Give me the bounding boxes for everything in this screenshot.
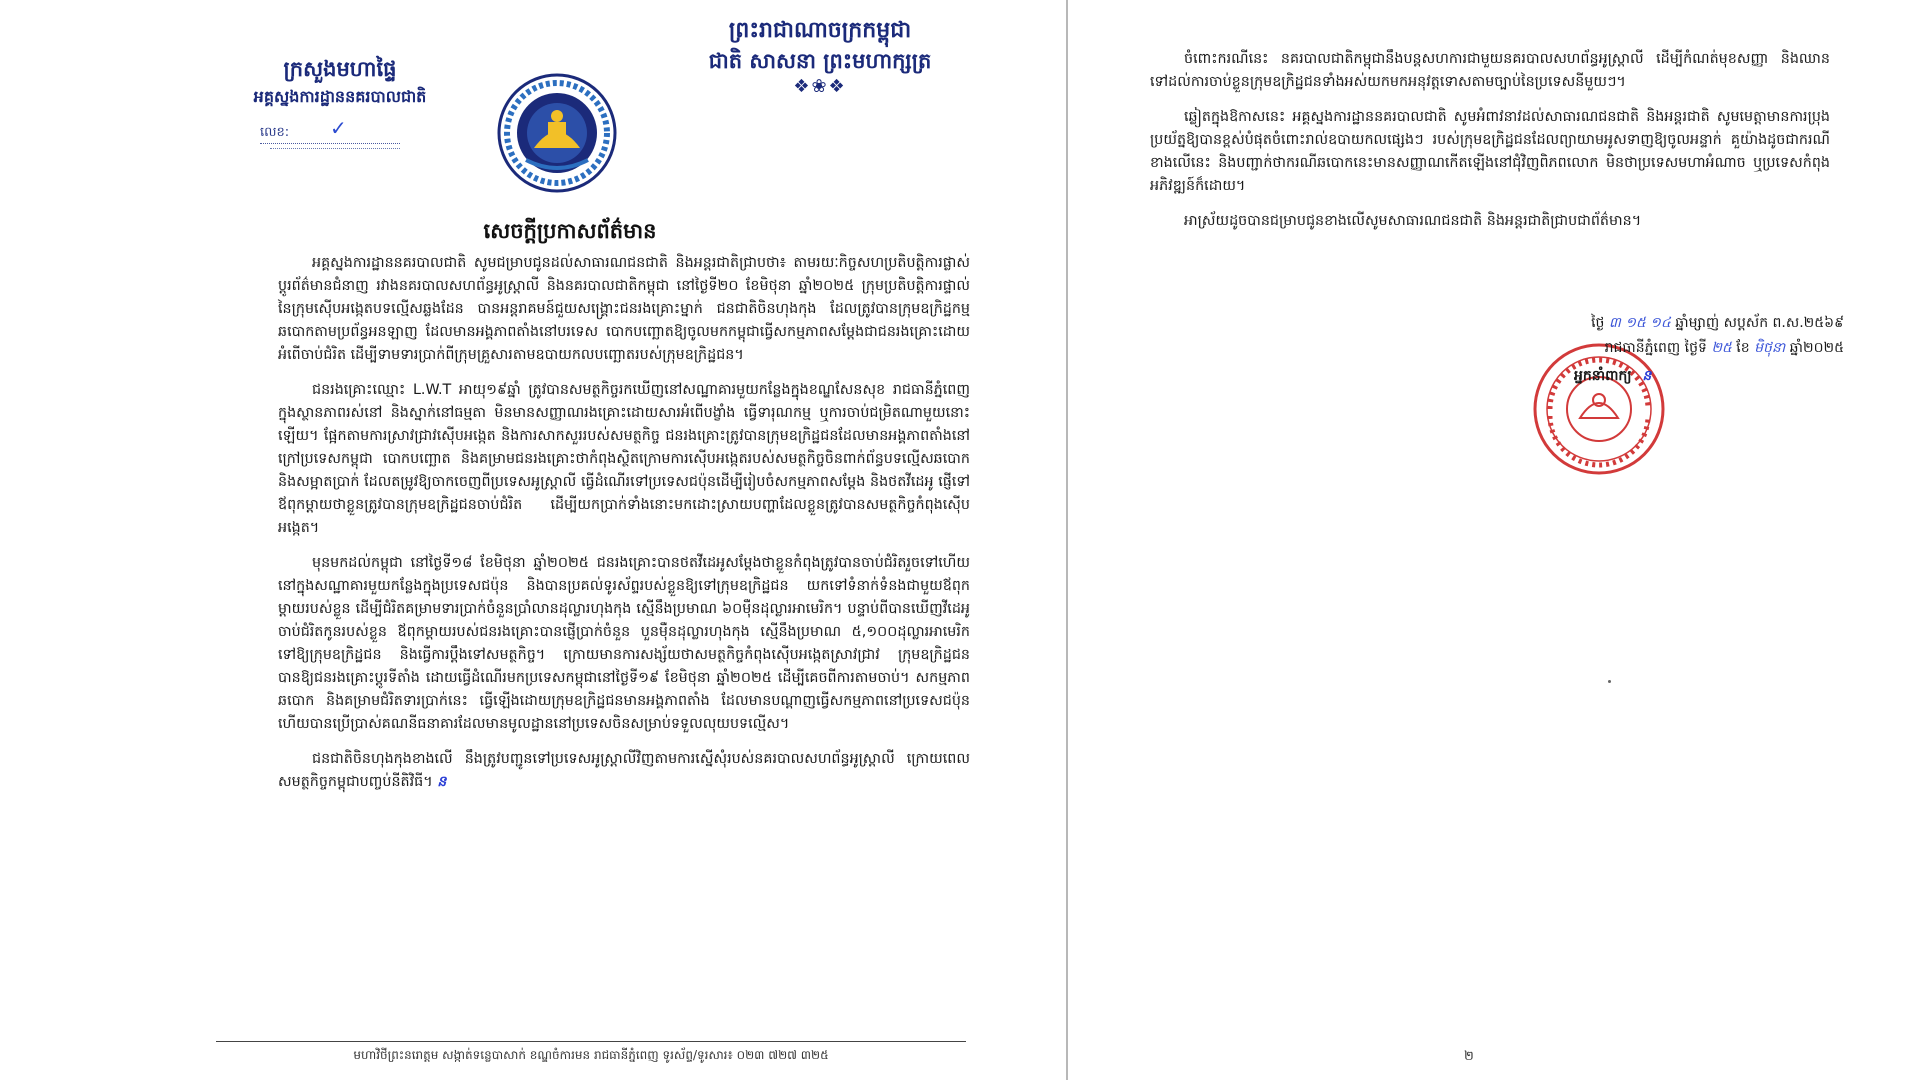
reference-label: លេខ: xyxy=(260,125,290,140)
police-emblem-logo xyxy=(496,72,618,194)
ornament-divider: ❖❀❖ xyxy=(793,76,847,97)
solar-date xyxy=(1384,338,1844,359)
national-motto: ជាតិ សាសនា ព្រះមហាក្សត្រ xyxy=(708,49,932,73)
paragraph-cooperation: ចំពោះករណីនេះ នគរបាលជាតិកម្ពុជានឹងបន្តសហការជាមួយនគរបាលសហព័ន្ធអូស្ត្រាលី ដើម្បីកំណត់មុខសញ្ញា និងឈានទៅដល់ការចាប់ខ្លួនក្រុមឧក្រិដ្ឋជនទាំងអស់យកមកអនុវត្តទោសតាមច្បាប់នៃប្រទេសនីមួយៗ។ xyxy=(1150,51,1830,90)
paragraph-appeal: ឆ្លៀតក្នុងឱកាសនេះ អគ្គស្នងការដ្ឋាននគរបាលជាតិ សូមអំពាវនាវដល់សាធារណជនជាតិ និងអន្តរជាតិ សូមមេត្តាមានការប្រុងប្រយ័ត្នឱ្យបានខ្ពស់បំផុតចំពោះរាល់ឧបាយកលផ្សេងៗ របស់ក្រុមឧក្រិដ្ឋជនដែលព្យាយាមអូសទាញឱ្យចូលអន្ទាក់ គួយ៉ាងដូចជាករណីខាងលើនេះ និងបញ្ជាក់ថាករណីឆបោកនេះមានសញ្ញាណកើតឡើងនៅជុំវិញពិភពលោក មិនថាប្រទេសមហាអំណាច ឬប្រទេសកំពុងអភិវឌ្ឍន៍ក៏ដោយ។ xyxy=(1150,109,1830,194)
lunar-date xyxy=(1384,313,1844,334)
lunar-date-handwritten: ៣ ១៥ ១៤ xyxy=(1608,315,1671,331)
ministry-header xyxy=(230,54,450,110)
ministry-name: ក្រសួងមហាផ្ទៃ xyxy=(283,57,397,81)
reference-underline xyxy=(270,148,400,149)
solar-date-year: ឆ្នាំ២០២៥ xyxy=(1789,340,1844,356)
page-1 xyxy=(170,0,1070,1080)
paragraph-closing-text: ជនជាតិចិនហុងកុងខាងលើ នឹងត្រូវបញ្ជូនទៅប្រទេសអូស្ត្រាលីវិញតាមការស្នើសុំរបស់នគរបាលសហព័ន្ធអូស្ត្រាលី ក្រោយពេលសមត្ថកិច្ចកម្ពុជាបញ្ចប់នីតិវិធី។ xyxy=(278,751,970,790)
signature-mark: ន xyxy=(1642,368,1652,384)
solar-date-month-label: ខែ xyxy=(1736,340,1750,356)
official-seal-stamp xyxy=(1530,340,1668,478)
reference-number xyxy=(260,116,400,144)
lunar-date-suffix: ឆ្នាំម្សាញ់ សប្តស័ក ព.ស.២៥៦៩ xyxy=(1675,315,1844,331)
stray-dot xyxy=(1608,680,1611,683)
spokesperson-signature xyxy=(1574,366,1834,387)
paragraph-victim: ជនរងគ្រោះឈ្មោះ L.W.T អាយុ១៩ឆ្នាំ ត្រូវបានសមត្ថកិច្ចរកឃើញនៅសណ្ឋាគារមួយកន្លែងក្នុងខណ្ឌសែនសុខ រាជធានីភ្នំពេញ ក្នុងស្ថានភាពរស់នៅ និងស្នាក់នៅធម្មតា មិនមានសញ្ញាណរងគ្រោះដោយសារអំពើបង្ខាំង ធ្វើទារុណកម្ម ឬការចាប់ជម្រិតណាមួយនោះឡើយ។ ផ្អែកតាមការស្រាវជ្រាវស៊ើបអង្កេត និងការសាកសួររបស់សមត្ថកិច្ច ជនរងគ្រោះត្រូវបានក្រុមឧក្រិដ្ឋជនដែលមានអង្គភាពតាំងនៅក្រៅប្រទេសកម្ពុជា បោកបញ្ឆោត និងគម្រាមជនរងគ្រោះថាកំពុងស្ថិតក្រោមការស៊ើបអង្កេតរបស់សមត្ថកិច្ចចិនពាក់ព័ន្ធបទល្មើសឆបោក និងសម្អាតប្រាក់ ដែលតម្រូវឱ្យចាកចេញពីប្រទេសអូស្ត្រាលី ធ្វើដំណើរទៅប្រទេសជប៉ុនដើម្បីរៀបចំសកម្មភាពសម្តែង និងថតវីដេអូ ផ្ញើទៅឪពុកម្តាយថាខ្លួនត្រូវបានក្រុមឧក្រិដ្ឋជនចាប់ជំរិត ដើម្បីយកប្រាក់ទាំងនោះមកដោះស្រាយបញ្ហាដែលខ្លួនត្រូវបានសមត្ថកិច្ចកំពុងស៊ើបអង្កេត។ xyxy=(278,382,970,536)
page1-body xyxy=(278,252,970,806)
solar-date-day: ២៥ xyxy=(1711,340,1732,356)
signer-title: អ្នកនាំពាក្យ xyxy=(1574,368,1632,384)
department-name: អគ្គស្នងការដ្ឋាននគរបាលជាតិ xyxy=(253,87,427,106)
footer-divider xyxy=(216,1041,966,1042)
paragraph-details: មុនមកដល់កម្ពុជា នៅថ្ងៃទី១៨ ខែមិថុនា ឆ្នាំ២០២៥ ជនរងគ្រោះបានថតវីដេអូសម្តែងថាខ្លួនកំពុងត្រូវបានចាប់ជំរិតរួចទៅហើយ នៅក្នុងសណ្ឋាគារមួយកន្លែងក្នុងប្រទេសជប៉ុន និងបានប្រគល់ទូរស័ព្ទរបស់ខ្លួនឱ្យទៅក្រុមឧក្រិដ្ឋជន យកទៅទំនាក់ទំនងជាមួយឪពុកម្តាយរបស់ខ្លួន ដើម្បីជំរិតគម្រាមទារប្រាក់ចំនួនប្រាំលានដុល្លារហុងកុង ស្មើនឹងប្រមាណ ៦០ម៉ឺនដុល្លារអាមេរិក។ បន្ទាប់ពីបានឃើញវីដេអូចាប់ជំរិតកូនរបស់ខ្លួន ឪពុកម្តាយរបស់ជនរងគ្រោះបានផ្ញើប្រាក់ចំនួន បួនម៉ឺនដុល្លារហុងកុង ស្មើនឹងប្រមាណ ៥,១០០ដុល្លារអាមេរិក ទៅឱ្យក្រុមឧក្រិដ្ឋជន និងធ្វើការប្តឹងទៅសមត្ថកិច្ច។ ក្រោយមានការសង្ស័យថាសមត្ថកិច្ចកំពុងស៊ើបអង្កេតស្រាវជ្រាវ ក្រុមឧក្រិដ្ឋជនបានឱ្យជនរងគ្រោះប្តូរទីតាំង ដោយធ្វើដំណើរមកប្រទេសកម្ពុជានៅថ្ងៃទី១៩ ខែមិថុនា ឆ្នាំ២០២៥ ដើម្បីគេចពីការតាមចាប់។ សកម្មភាពឆបោក និងគម្រាមជំរិតទារប្រាក់នេះ ធ្វើឡើងដោយក្រុមឧក្រិដ្ឋជនមានអង្គភាពតាំង ដែលមានបណ្តាញធ្វើសកម្មភាពនៅប្រទេសជប៉ុន ហើយបានប្រើប្រាស់គណនីធនាគារដែលមានមូលដ្ឋាននៅប្រទេសចិនសម្រាប់ទទួលលុយបទល្មើស។ xyxy=(278,555,970,732)
paragraph-conclusion: អាស្រ័យដូចបានជម្រាបជូនខាងលើសូមសាធារណជនជាតិ និងអន្តរជាតិជ្រាបជាព័ត៌មាន។ xyxy=(1184,213,1642,229)
document-title: សេចក្តីប្រកាសព័ត៌មាន xyxy=(483,219,657,243)
page-number: ២ xyxy=(1464,1049,1474,1064)
paragraph-intro: អគ្គស្នងការដ្ឋាននគរបាលជាតិ សូមជម្រាបជូនដល់សាធារណជនជាតិ និងអន្តរជាតិជ្រាបថា៖ តាមរយៈកិច្ចសហប្រតិបត្តិការផ្លាស់ប្តូរព័ត៌មានជំនាញ រវាងនគរបាលសហព័ន្ធអូស្ត្រាលី និងនគរបាលជាតិកម្ពុជា នៅថ្ងៃទី២០ ខែមិថុនា ឆ្នាំ២០២៥ ក្រុមប្រតិបត្តិការផ្ទាល់ នៃក្រុមស៊ើបអង្កេតបទល្មើសឆ្លងដែន បានអន្តរាគមន៍ជួយសង្គ្រោះជនរងគ្រោះម្នាក់ ជនជាតិចិនហុងកុង ដែលត្រូវបានក្រុមឧក្រិដ្ឋកម្មឆបោកតាមប្រព័ន្ធអនឡាញ ដែលមានអង្គភាពតាំងនៅបរទេស បោកបញ្ឆោតឱ្យចូលមកកម្ពុជាធ្វើសកម្មភាពសម្តែងជាជនរងគ្រោះដោយអំពើចាប់ជំរិត ដើម្បីទាមទារប្រាក់ពីក្រុមគ្រួសារតាមឧបាយកលបញ្ឆោតរបស់ក្រុមឧក្រិដ្ឋជន។ xyxy=(278,255,970,363)
solar-date-prefix: រាជធានីភ្នំពេញ ថ្ងៃទី xyxy=(1604,340,1707,356)
lunar-date-prefix: ថ្ងៃ xyxy=(1591,315,1605,331)
kingdom-title: ព្រះរាជាណាចក្រកម្ពុជា xyxy=(728,18,912,43)
kingdom-header xyxy=(670,16,970,97)
paragraph-closing xyxy=(278,748,970,794)
page-2 xyxy=(1068,0,1920,1080)
solar-date-month: មិថុនា xyxy=(1754,340,1786,356)
page2-body xyxy=(1150,48,1830,245)
footer-address: មហាវិថីព្រះនរោត្តម សង្កាត់ទន្លេបាសាក់ ខណ្ឌចំការមន រាជធានីភ្នំពេញ ទូរស័ព្ទ/ទូរសារ៖ ០២៣ ៧២៧ ៣២៥ xyxy=(353,1048,829,1062)
initial-mark: ន xyxy=(437,774,447,790)
checkmark-icon: ✓ xyxy=(330,116,347,140)
